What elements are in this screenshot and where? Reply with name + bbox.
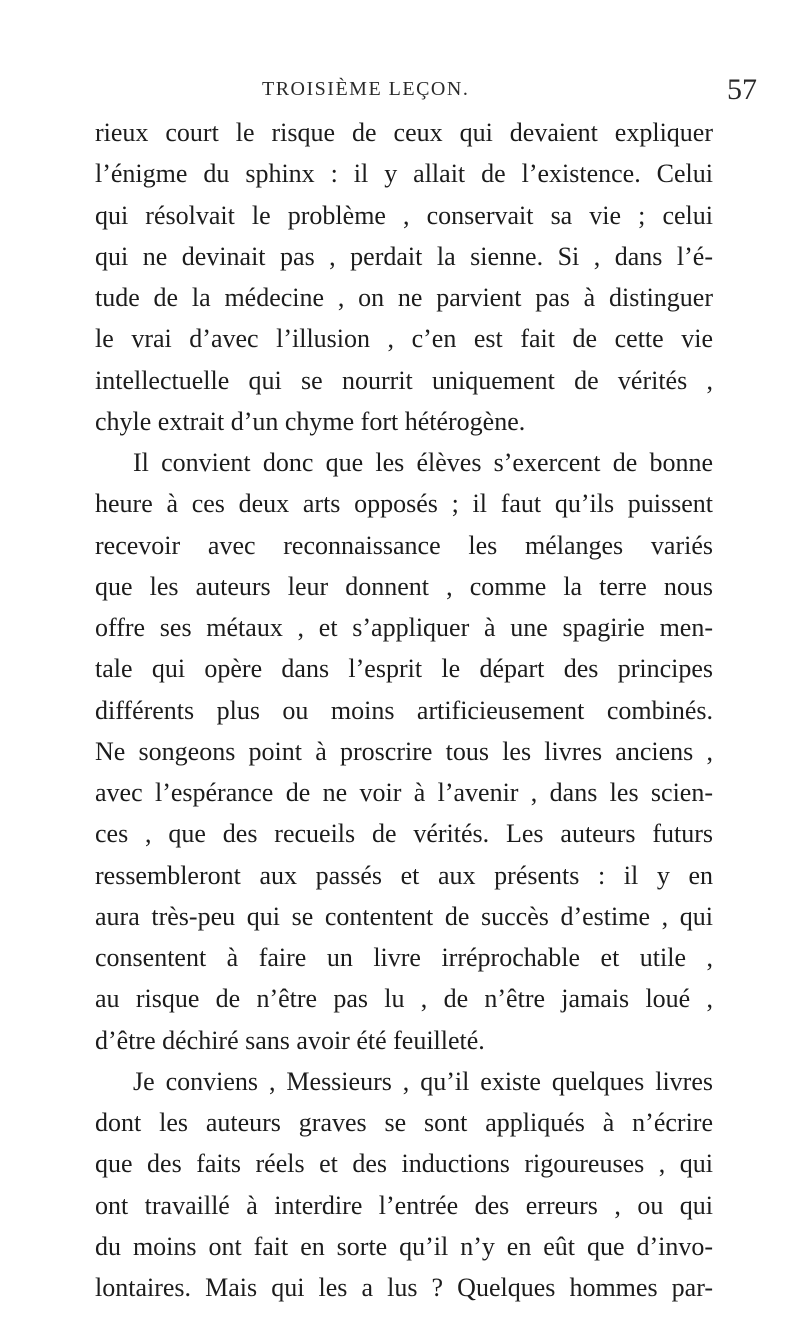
text-line: intellectuelle qui se nourrit uniquement de vérités , [95, 365, 713, 395]
text-line: lontaires. Mais qui les a lus ? Quelques hommes par- [95, 1273, 713, 1302]
text-line: tude de la médecine , on ne parvient pas à distinguer [95, 283, 713, 312]
text-line: consentent à faire un livre irréprochable et utile , [95, 943, 713, 972]
text-line: au risque de n’être pas lu , de n’être jamais loué , [95, 984, 713, 1014]
text-line: chyle extrait d’un chyme fort hétérogène. [95, 406, 526, 436]
text-line: heure à ces deux arts opposés ; il faut qu’ils puissent [95, 489, 713, 519]
text-line: qui ne devinait pas , perdait la sienne. Si , dans l’é- [95, 241, 713, 271]
text-line: ces , que des recueils de vérités. Les auteurs futurs [95, 819, 713, 849]
text-line: ressembleront aux passés et aux présents : il y en [95, 860, 713, 890]
text-line: rieux court le risque de ceux qui devaient expliquer [95, 118, 713, 147]
text-line: le vrai d’avec l’illusion , c’en est fait de cette vie [95, 324, 713, 354]
body-text [95, 112, 713, 1308]
text-line: qui résolvait le problème , conservait sa vie ; celui [95, 200, 713, 230]
text-line: dont les auteurs graves se sont appliqués à n’écrire [95, 1108, 713, 1137]
text-line: Ne songeons point à proscrire tous les livres anciens , [95, 736, 713, 766]
text-line: aura très-peu qui se contentent de succès d’estime , qui [95, 901, 713, 931]
text-line: l’énigme du sphinx : il y allait de l’existence. Celui [95, 159, 713, 189]
text-line: avec l’espérance de ne voir à l’avenir , dans les scien- [95, 778, 713, 807]
text-line: recevoir avec reconnaissance les mélanges variés [95, 530, 713, 560]
text-line: ont travaillé à interdire l’entrée des erreurs , ou qui [95, 1190, 713, 1220]
text-line: que des faits réels et des inductions rigoureuses , qui [95, 1149, 713, 1179]
text-line: Je conviens , Messieurs , qu’il existe quelques livres [133, 1066, 713, 1096]
text-line: que les auteurs leur donnent , comme la terre nous [95, 571, 713, 601]
text-line: du moins ont fait en sorte qu’il n’y en eût que d’invo- [95, 1231, 713, 1261]
text-line: offre ses métaux , et s’appliquer à une spagirie men- [95, 613, 713, 642]
text-line: d’être déchiré sans avoir été feuilleté. [95, 1025, 485, 1055]
text-line: Il convient donc que les élèves s’exercent de bonne [133, 448, 713, 477]
page-number: 57 [727, 73, 757, 106]
running-title: TROISIÈME LEÇON. [262, 78, 470, 100]
running-head [0, 73, 801, 108]
text-line: tale qui opère dans l’esprit le départ des principes [95, 654, 713, 684]
text-line: différents plus ou moins artificieusement combinés. [95, 695, 713, 725]
